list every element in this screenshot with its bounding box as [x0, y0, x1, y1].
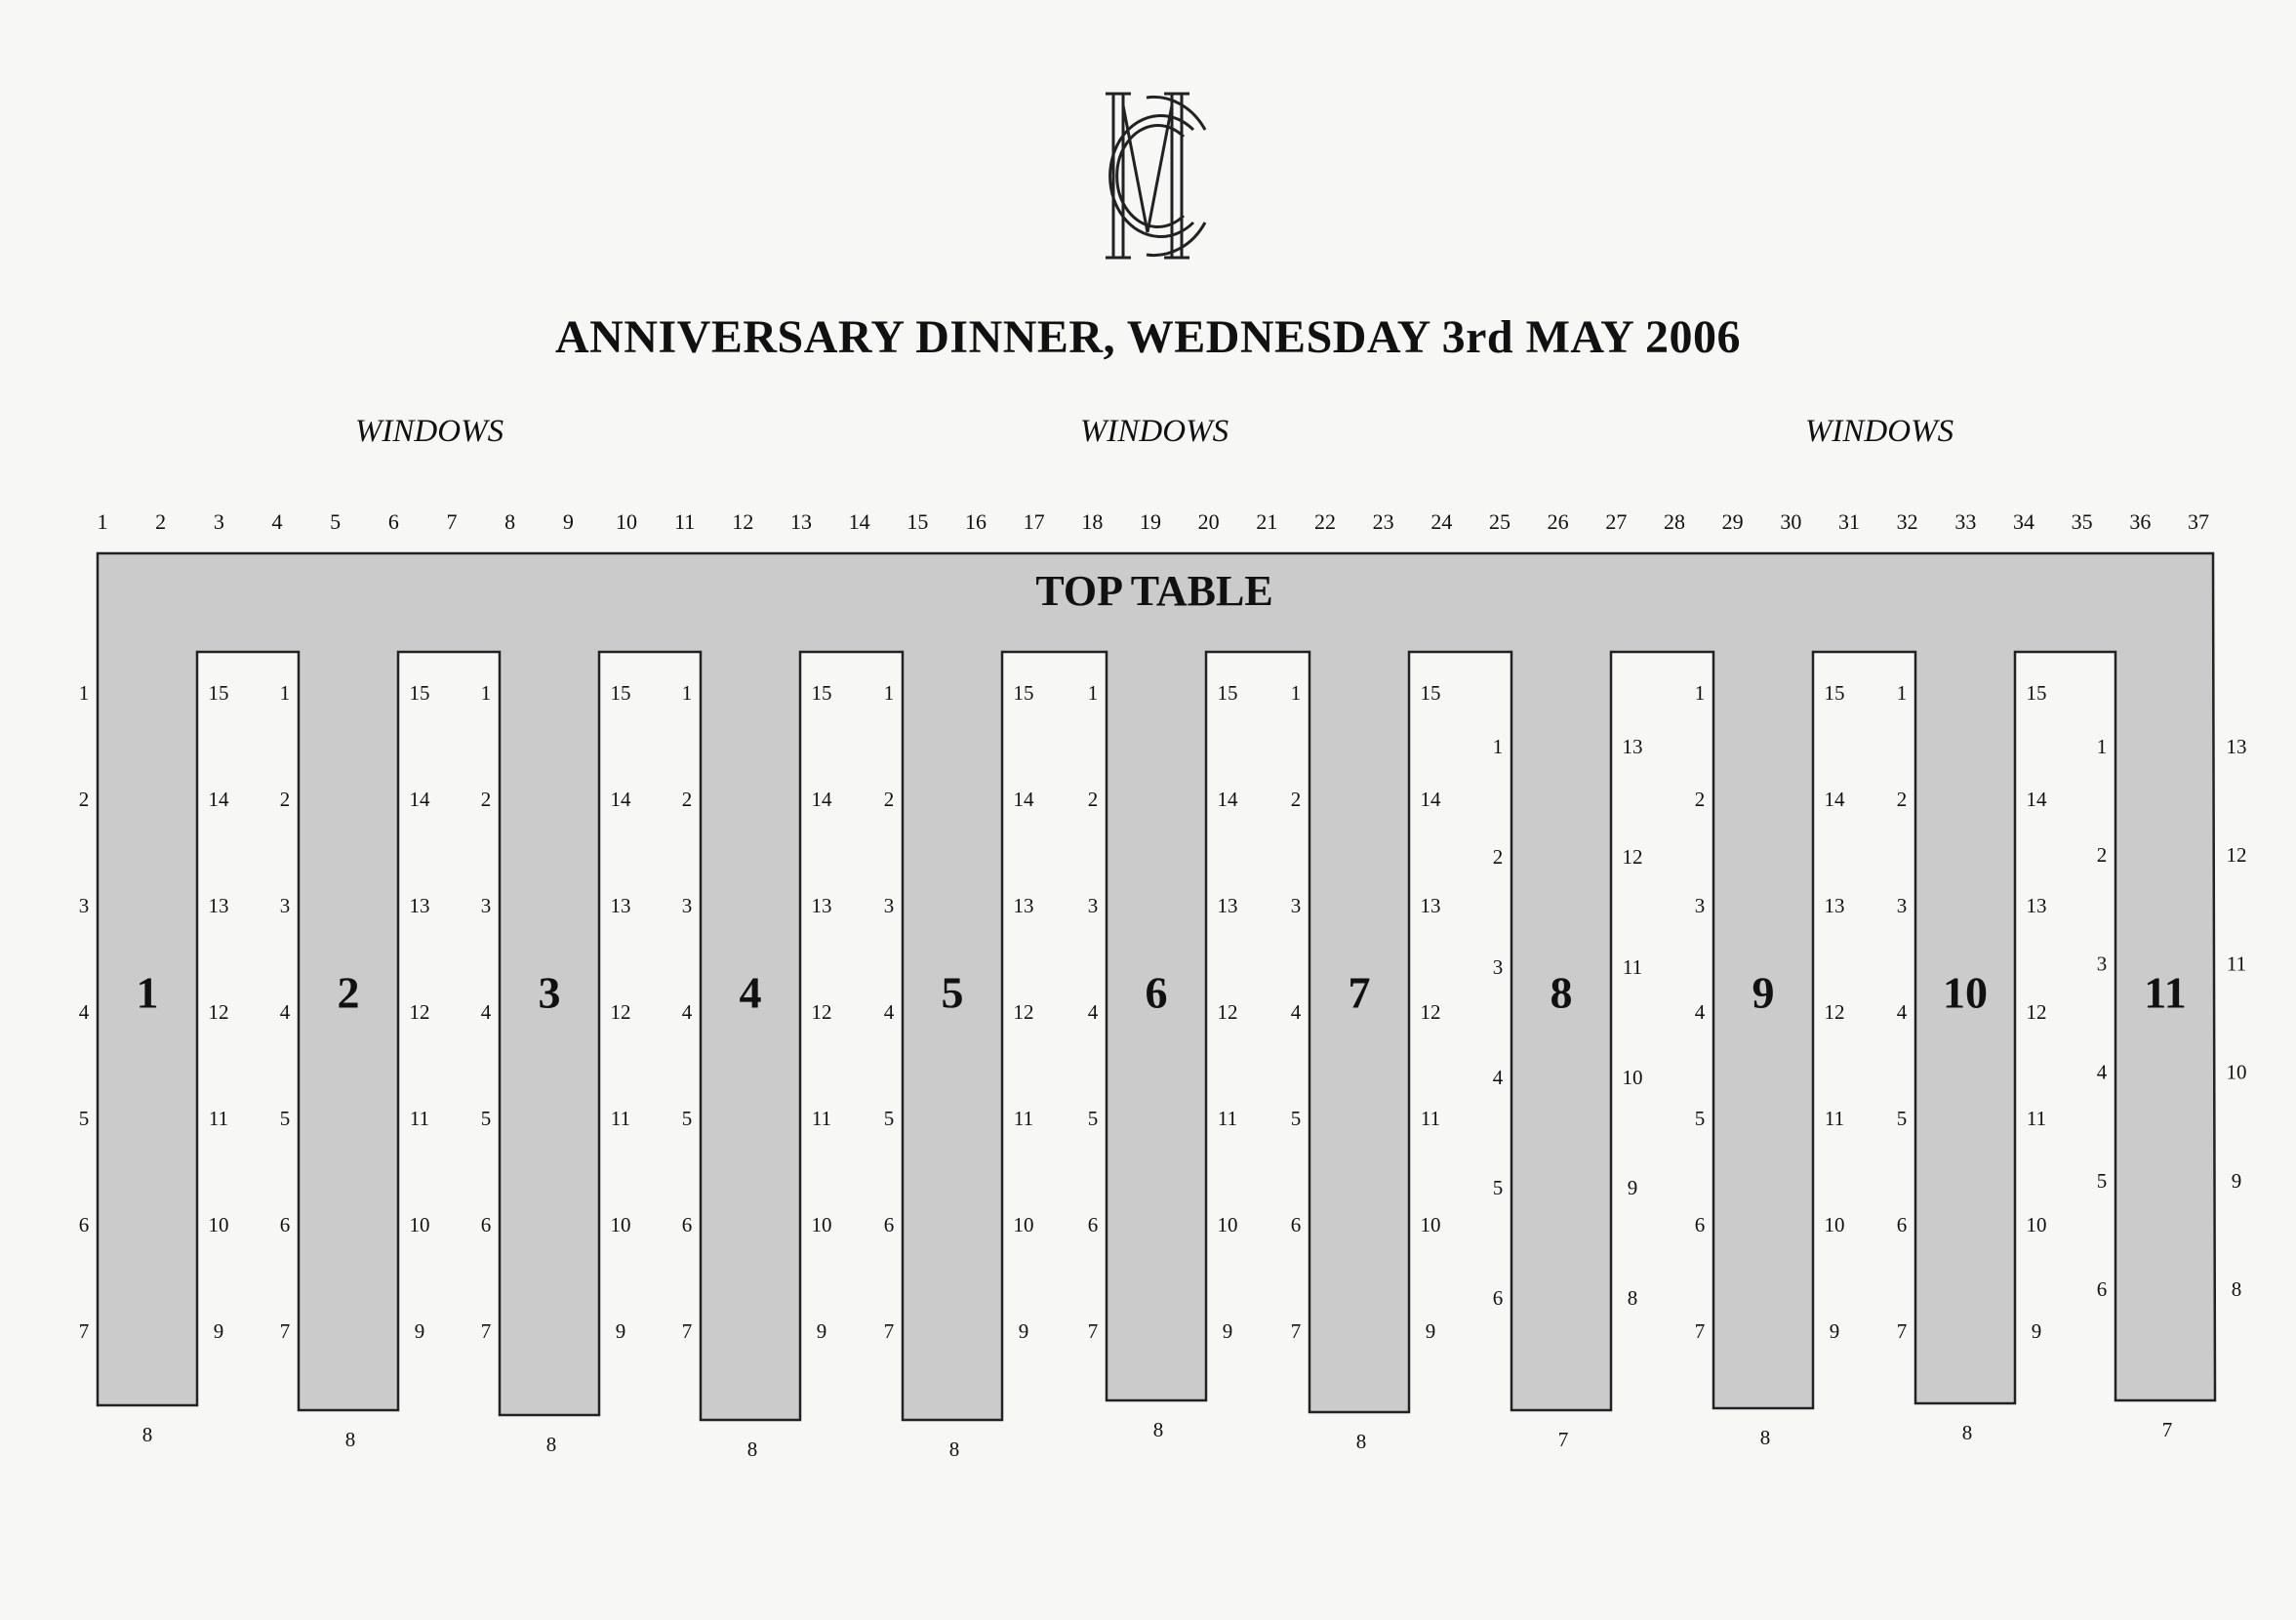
left-seat-number: 2: [1492, 844, 1504, 869]
right-seat-number: 14: [1420, 787, 1441, 811]
right-seat-number: 12: [2226, 843, 2247, 868]
left-seat-number: 6: [1694, 1212, 1706, 1236]
left-seat-number: 6: [1492, 1285, 1504, 1310]
top-table-label: TOP TABLE: [1035, 567, 1273, 616]
top-table-seat-number: 25: [1489, 509, 1511, 535]
table-number: 2: [337, 967, 360, 1018]
top-table-seat-number: 14: [848, 509, 870, 535]
right-seat-number: 11: [1217, 1106, 1238, 1130]
end-seat-number: 8: [141, 1422, 153, 1446]
end-seat-number: 8: [1152, 1417, 1164, 1441]
right-seat-number: 10: [610, 1212, 631, 1236]
left-seat-number: 5: [681, 1106, 693, 1130]
right-seat-number: 12: [1420, 999, 1441, 1024]
left-seat-number: 5: [1087, 1106, 1099, 1130]
right-seat-number: 13: [1824, 893, 1845, 917]
left-seat-number: 4: [1896, 999, 1908, 1024]
left-seat-number: 5: [883, 1106, 895, 1130]
right-seat-number: 9: [2231, 1168, 2242, 1193]
left-seat-number: 6: [279, 1212, 291, 1236]
right-seat-number: 9: [213, 1318, 224, 1343]
right-seat-number: 12: [1622, 844, 1643, 869]
right-seat-number: 13: [610, 893, 631, 917]
right-seat-number: 12: [811, 999, 832, 1024]
left-seat-number: 5: [279, 1106, 291, 1130]
table-number: 9: [1752, 967, 1775, 1018]
end-seat-number: 7: [2161, 1417, 2173, 1441]
left-seat-number: 3: [2096, 952, 2108, 976]
right-seat-number: 10: [2226, 1060, 2247, 1084]
left-seat-number: 5: [1896, 1106, 1908, 1130]
left-seat-number: 1: [1492, 734, 1504, 758]
right-seat-number: 12: [409, 999, 430, 1024]
left-seat-number: 3: [1492, 954, 1504, 979]
right-seat-number: 14: [1824, 787, 1845, 811]
left-seat-number: 5: [2096, 1168, 2108, 1193]
left-seat-number: 1: [681, 680, 693, 705]
right-seat-number: 9: [2031, 1318, 2042, 1343]
left-seat-number: 3: [1087, 893, 1099, 917]
right-seat-number: 15: [610, 680, 631, 705]
right-seat-number: 13: [1420, 893, 1441, 917]
top-table-seat-number: 5: [330, 509, 342, 535]
top-table-seat-number: 23: [1372, 509, 1394, 535]
right-seat-number: 13: [1013, 893, 1034, 917]
left-seat-number: 1: [1290, 680, 1302, 705]
right-seat-number: 14: [208, 787, 229, 811]
right-seat-number: 11: [1622, 954, 1643, 979]
right-seat-number: 12: [610, 999, 631, 1024]
table-number: 3: [538, 967, 561, 1018]
top-table-seat-number: 15: [906, 509, 929, 535]
right-seat-number: 15: [1013, 680, 1034, 705]
end-seat-number: 7: [1557, 1427, 1569, 1451]
left-seat-number: 2: [78, 787, 90, 811]
right-seat-number: 10: [409, 1212, 430, 1236]
right-seat-number: 14: [409, 787, 430, 811]
left-seat-number: 3: [480, 893, 492, 917]
left-seat-number: 2: [480, 787, 492, 811]
top-table-seat-number: 34: [2013, 509, 2034, 535]
top-table-seat-number: 4: [271, 509, 283, 535]
left-seat-number: 1: [1087, 680, 1099, 705]
top-table-seat-number: 2: [155, 509, 167, 535]
left-seat-number: 4: [1290, 999, 1302, 1024]
top-table-seat-number: 1: [97, 509, 108, 535]
left-seat-number: 3: [1694, 893, 1706, 917]
end-seat-number: 8: [545, 1432, 557, 1456]
right-seat-number: 9: [1829, 1318, 1840, 1343]
top-table-seat-number: 7: [446, 509, 458, 535]
left-seat-number: 6: [1087, 1212, 1099, 1236]
right-seat-number: 13: [2026, 893, 2047, 917]
right-seat-number: 15: [811, 680, 832, 705]
left-seat-number: 1: [1694, 680, 1706, 705]
right-seat-number: 11: [2026, 1106, 2047, 1130]
end-seat-number: 8: [344, 1427, 356, 1451]
left-seat-number: 6: [480, 1212, 492, 1236]
left-seat-number: 2: [1290, 787, 1302, 811]
table-number: 10: [1943, 967, 1988, 1018]
right-seat-number: 12: [208, 999, 229, 1024]
right-seat-number: 11: [610, 1106, 631, 1130]
right-seat-number: 14: [1013, 787, 1034, 811]
left-seat-number: 4: [883, 999, 895, 1024]
table-number: 7: [1348, 967, 1371, 1018]
left-seat-number: 4: [78, 999, 90, 1024]
windows-label-right: WINDOWS: [1804, 414, 1954, 449]
table-number: 8: [1550, 967, 1573, 1018]
top-table-seat-number: 36: [2129, 509, 2152, 535]
top-table-seat-number: 30: [1780, 509, 1802, 535]
right-seat-number: 11: [2226, 952, 2247, 976]
top-table-seat-number: 10: [616, 509, 637, 535]
left-seat-number: 3: [883, 893, 895, 917]
left-seat-number: 6: [681, 1212, 693, 1236]
left-seat-number: 7: [1694, 1318, 1706, 1343]
top-table-seat-number: 18: [1081, 509, 1104, 535]
page-title: ANNIVERSARY DINNER, WEDNESDAY 3rd MAY 2006: [554, 311, 1742, 363]
top-table-seat-number: 24: [1430, 509, 1453, 535]
left-seat-number: 2: [681, 787, 693, 811]
top-table-seat-number: 20: [1197, 509, 1220, 535]
left-seat-number: 1: [480, 680, 492, 705]
left-seat-number: 4: [1492, 1065, 1504, 1089]
end-seat-number: 8: [1961, 1420, 1973, 1444]
right-seat-number: 15: [409, 680, 430, 705]
top-table-seat-number: 35: [2071, 509, 2093, 535]
right-seat-number: 14: [610, 787, 631, 811]
windows-label-left: WINDOWS: [354, 414, 504, 449]
left-seat-number: 5: [1290, 1106, 1302, 1130]
right-seat-number: 12: [2026, 999, 2047, 1024]
right-seat-number: 15: [208, 680, 229, 705]
left-seat-number: 2: [1694, 787, 1706, 811]
right-seat-number: 9: [1627, 1175, 1638, 1199]
left-seat-number: 2: [279, 787, 291, 811]
left-seat-number: 5: [78, 1106, 90, 1130]
left-seat-number: 3: [279, 893, 291, 917]
left-seat-number: 7: [480, 1318, 492, 1343]
right-seat-number: 9: [1018, 1318, 1029, 1343]
left-seat-number: 2: [1087, 787, 1099, 811]
left-seat-number: 4: [279, 999, 291, 1024]
left-seat-number: 1: [883, 680, 895, 705]
top-table-seat-number: 21: [1256, 509, 1278, 535]
end-seat-number: 8: [948, 1437, 960, 1461]
right-seat-number: 10: [1622, 1065, 1643, 1089]
top-table-seat-number: 33: [1954, 509, 1977, 535]
left-seat-number: 4: [681, 999, 693, 1024]
right-seat-number: 15: [2026, 680, 2047, 705]
left-seat-number: 4: [2096, 1060, 2108, 1084]
left-seat-number: 2: [883, 787, 895, 811]
top-table-seat-number: 13: [790, 509, 812, 535]
right-seat-number: 11: [1013, 1106, 1034, 1130]
end-seat-number: 8: [746, 1437, 758, 1461]
top-table-seat-number: 29: [1721, 509, 1744, 535]
top-table-seat-number: 3: [213, 509, 224, 535]
left-seat-number: 7: [1896, 1318, 1908, 1343]
top-table-seat-number: 37: [2188, 509, 2209, 535]
top-table-seat-number: 9: [562, 509, 574, 535]
table-number: 11: [2144, 967, 2187, 1018]
right-seat-number: 8: [2231, 1277, 2242, 1302]
table-number: 1: [136, 967, 159, 1018]
left-seat-number: 3: [78, 893, 90, 917]
left-seat-number: 2: [2096, 843, 2108, 868]
right-seat-number: 12: [1217, 999, 1238, 1024]
right-seat-number: 11: [811, 1106, 832, 1130]
left-seat-number: 1: [2096, 734, 2108, 758]
right-seat-number: 9: [1425, 1318, 1436, 1343]
left-seat-number: 1: [1896, 680, 1908, 705]
right-seat-number: 13: [208, 893, 229, 917]
left-seat-number: 7: [279, 1318, 291, 1343]
right-seat-number: 13: [409, 893, 430, 917]
left-seat-number: 1: [78, 680, 90, 705]
right-seat-number: 14: [1217, 787, 1238, 811]
right-seat-number: 10: [208, 1212, 229, 1236]
right-seat-number: 13: [811, 893, 832, 917]
top-table-seat-number: 26: [1547, 509, 1569, 535]
left-seat-number: 3: [681, 893, 693, 917]
left-seat-number: 4: [480, 999, 492, 1024]
left-seat-number: 7: [681, 1318, 693, 1343]
right-seat-number: 13: [2226, 734, 2247, 758]
left-seat-number: 3: [1290, 893, 1302, 917]
table-number: 4: [739, 967, 762, 1018]
top-table-seat-number: 8: [504, 509, 516, 535]
left-seat-number: 1: [279, 680, 291, 705]
right-seat-number: 11: [1420, 1106, 1441, 1130]
end-seat-number: 8: [1759, 1425, 1771, 1449]
right-seat-number: 11: [409, 1106, 430, 1130]
right-seat-number: 9: [615, 1318, 626, 1343]
right-seat-number: 12: [1013, 999, 1034, 1024]
right-seat-number: 13: [1622, 734, 1643, 758]
top-table-seat-number: 6: [387, 509, 399, 535]
right-seat-number: 10: [1217, 1212, 1238, 1236]
left-seat-number: 6: [883, 1212, 895, 1236]
top-table-seat-number: 31: [1838, 509, 1860, 535]
top-table-seat-number: 27: [1605, 509, 1628, 535]
left-seat-number: 2: [1896, 787, 1908, 811]
left-seat-number: 6: [78, 1212, 90, 1236]
left-seat-number: 6: [2096, 1277, 2108, 1302]
right-seat-number: 14: [2026, 787, 2047, 811]
top-table-seat-number: 17: [1023, 509, 1045, 535]
right-seat-number: 15: [1217, 680, 1238, 705]
table-number: 6: [1145, 967, 1168, 1018]
right-seat-number: 14: [811, 787, 832, 811]
left-seat-number: 6: [1290, 1212, 1302, 1236]
table-number: 5: [941, 967, 964, 1018]
top-table-seat-number: 12: [732, 509, 754, 535]
right-seat-number: 10: [1420, 1212, 1441, 1236]
right-seat-number: 11: [1824, 1106, 1845, 1130]
right-seat-number: 9: [1222, 1318, 1233, 1343]
right-seat-number: 15: [1824, 680, 1845, 705]
windows-label-center: WINDOWS: [1079, 414, 1229, 449]
right-seat-number: 13: [1217, 893, 1238, 917]
left-seat-number: 7: [1087, 1318, 1099, 1343]
top-table-seat-number: 28: [1664, 509, 1685, 535]
left-seat-number: 5: [1492, 1175, 1504, 1199]
right-seat-number: 10: [2026, 1212, 2047, 1236]
left-seat-number: 3: [1896, 893, 1908, 917]
left-seat-number: 7: [78, 1318, 90, 1343]
right-seat-number: 10: [1824, 1212, 1845, 1236]
left-seat-number: 7: [883, 1318, 895, 1343]
top-table-seat-number: 16: [965, 509, 987, 535]
right-seat-number: 8: [1627, 1285, 1638, 1310]
left-seat-number: 4: [1087, 999, 1099, 1024]
top-table-seat-number: 11: [674, 509, 696, 535]
left-seat-number: 7: [1290, 1318, 1302, 1343]
top-table-seat-number: 22: [1314, 509, 1336, 535]
left-seat-number: 6: [1896, 1212, 1908, 1236]
right-seat-number: 10: [1013, 1212, 1034, 1236]
top-table-seat-number: 19: [1140, 509, 1161, 535]
left-seat-number: 4: [1694, 999, 1706, 1024]
right-seat-number: 11: [208, 1106, 229, 1130]
right-seat-number: 9: [816, 1318, 827, 1343]
right-seat-number: 15: [1420, 680, 1441, 705]
right-seat-number: 12: [1824, 999, 1845, 1024]
right-seat-number: 10: [811, 1212, 832, 1236]
left-seat-number: 5: [480, 1106, 492, 1130]
top-table-seat-number: 32: [1896, 509, 1918, 535]
left-seat-number: 5: [1694, 1106, 1706, 1130]
end-seat-number: 8: [1355, 1429, 1367, 1453]
right-seat-number: 9: [414, 1318, 425, 1343]
